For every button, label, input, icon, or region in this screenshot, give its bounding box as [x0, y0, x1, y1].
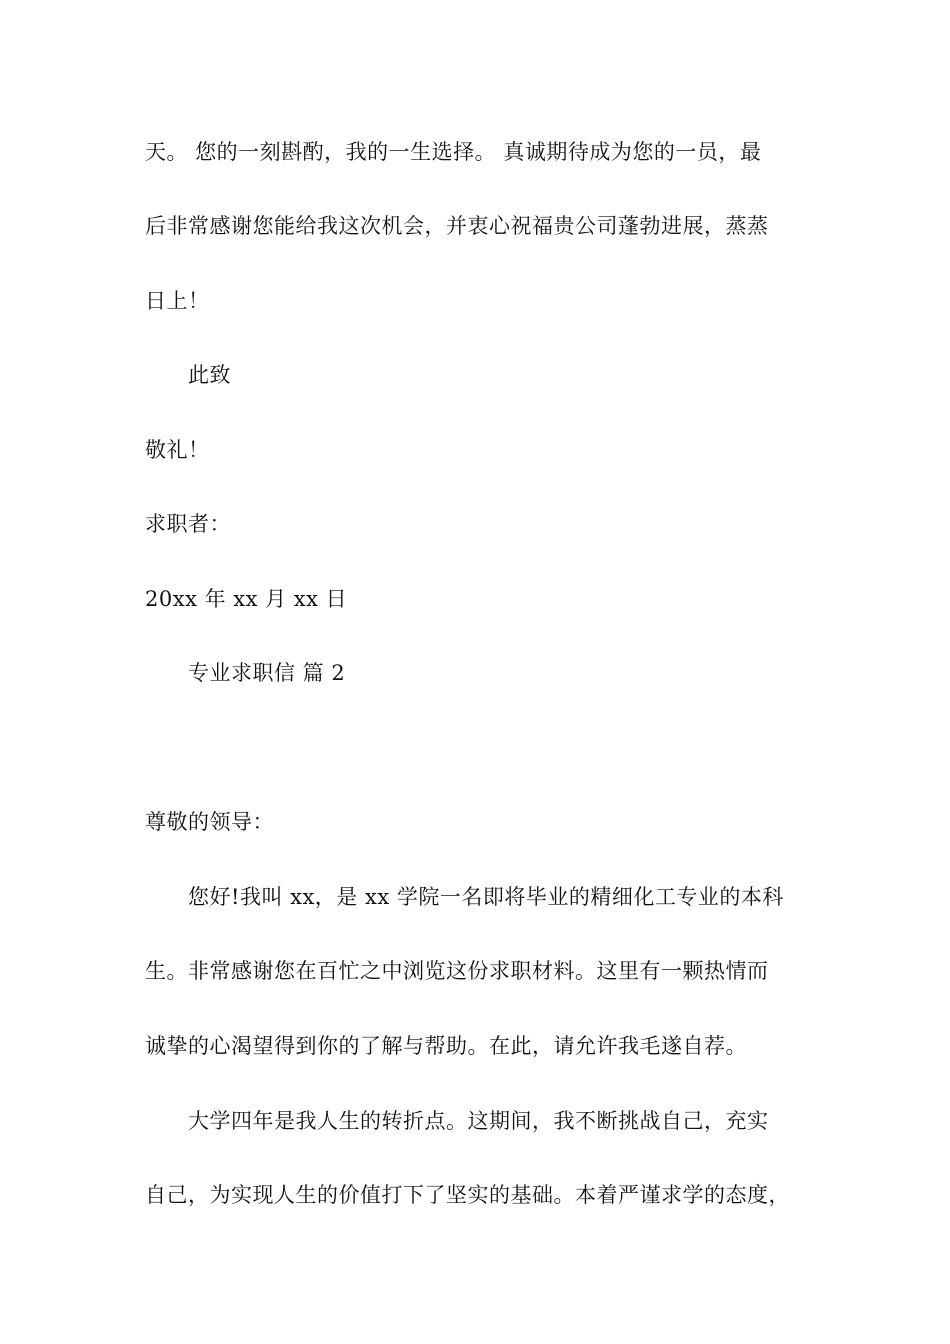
body-text-line: 您好!我叫 xx，是 xx 学院一名即将毕业的精细化工专业的本科 [188, 885, 784, 909]
closing-regards: 敬礼！ [145, 438, 210, 462]
letter-date: 20xx 年 xx 月 xx 日 [145, 587, 348, 611]
closing-salutation: 此致 [188, 363, 231, 387]
body-text-line: 诚挚的心渴望得到你的了解与帮助。在此，请允许我毛遂自荐。 [145, 1034, 747, 1058]
body-text-line: 自己，为实现人生的价值打下了坚实的基础。本着严谨求学的态度， [145, 1183, 790, 1207]
section-heading: 专业求职信 篇 2 [188, 661, 346, 685]
body-text-line: 大学四年是我人生的转折点。这期间，我不断挑战自己，充实 [188, 1109, 769, 1133]
body-text-line: 日上！ [145, 289, 210, 313]
body-text-line: 天。 您的一刻斟酌，我的一生选择。 真诚期待成为您的一员，最 [145, 140, 762, 164]
greeting: 尊敬的领导： [145, 810, 274, 834]
body-text-line: 后非常感谢您能给我这次机会，并衷心祝福贵公司蓬勃进展，蒸蒸 [145, 214, 769, 238]
signature-label: 求职者： [145, 512, 231, 536]
body-text-line: 生。非常感谢您在百忙之中浏览这份求职材料。这里有一颗热情而 [145, 959, 769, 983]
